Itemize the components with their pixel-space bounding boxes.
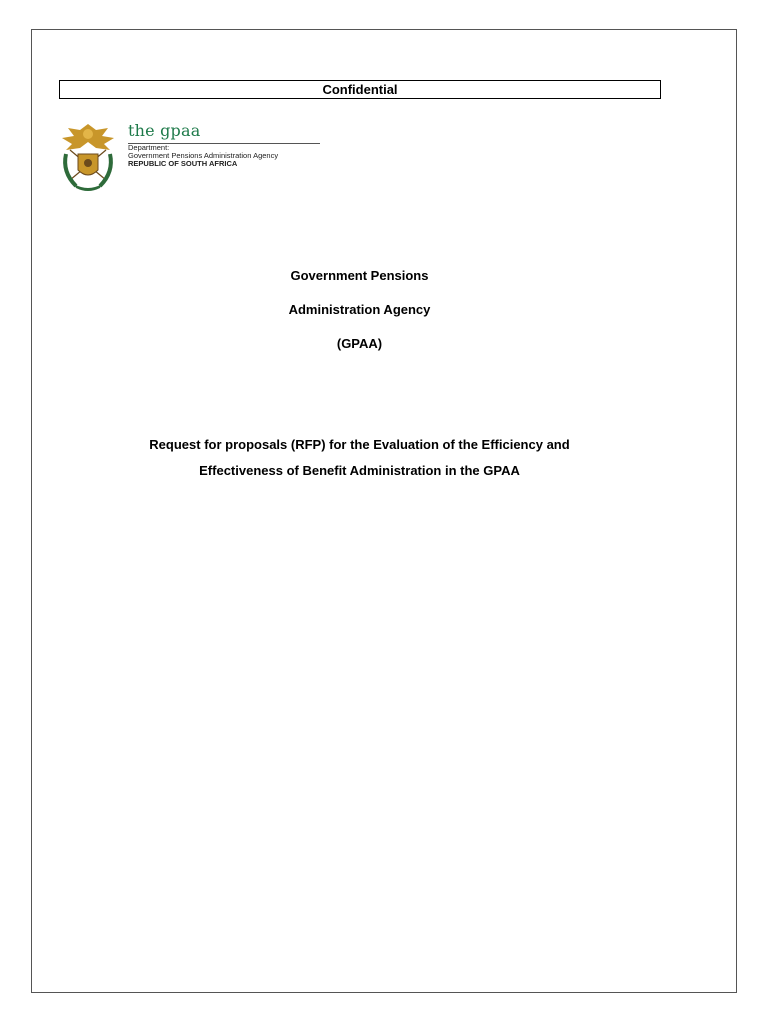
coat-of-arms-icon [58, 120, 118, 192]
brand-country-line: REPUBLIC OF SOUTH AFRICA [128, 160, 238, 168]
rfp-heading [32, 436, 687, 488]
brand-agency-line: Government Pensions Administration Agency [128, 152, 279, 160]
brand-name: the gpaa [128, 121, 201, 140]
brand-text [128, 122, 323, 168]
agency-title [32, 267, 687, 369]
rfp-line-1: Request for proposals (RFP) for the Evaluation of the Efficiency and [149, 437, 570, 452]
brand-department-line: Department: [128, 144, 170, 152]
rfp-line-2: Effectiveness of Benefit Administration in the GPAA [199, 463, 520, 478]
document-page [31, 29, 737, 993]
title-line-3: (GPAA) [336, 336, 383, 351]
confidential-banner [59, 80, 661, 99]
confidential-label: Confidential [322, 82, 398, 97]
title-line-2: Administration Agency [288, 302, 431, 317]
title-line-1: Government Pensions [290, 268, 429, 283]
gpaa-logo [58, 120, 323, 195]
